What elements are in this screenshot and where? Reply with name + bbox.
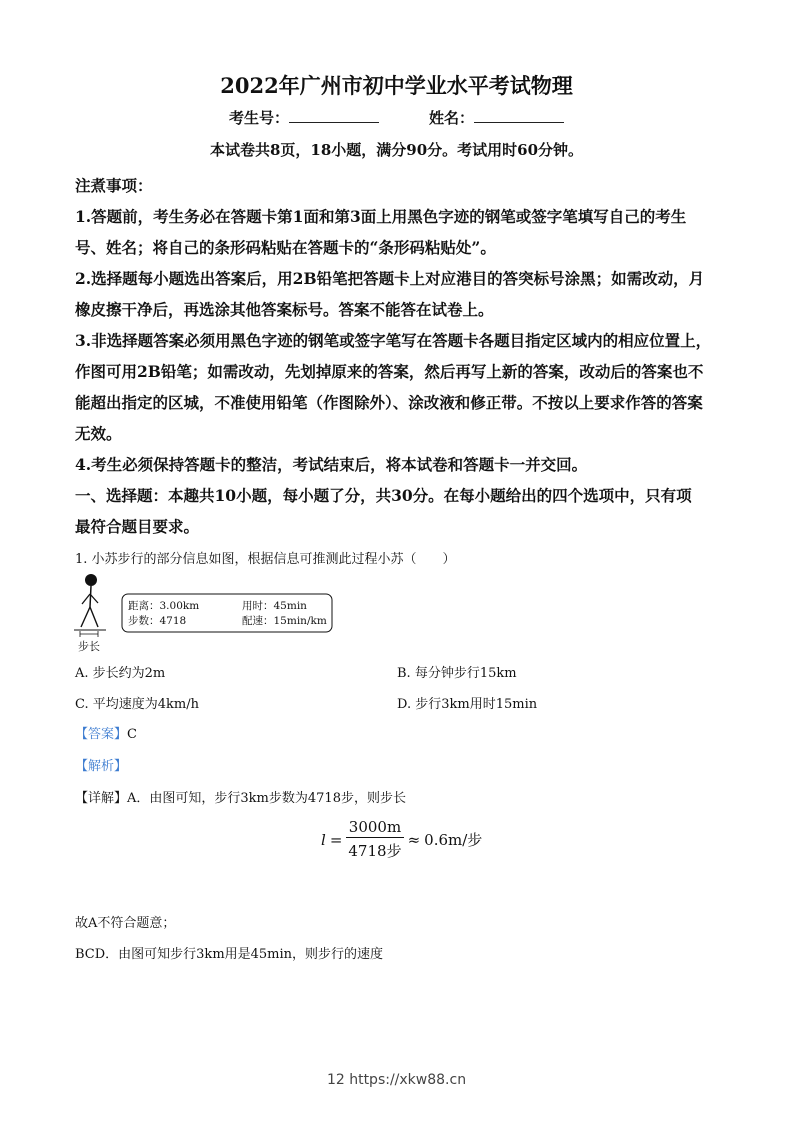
walker-figure bbox=[70, 572, 350, 654]
page-title: 2022年广州市初中学业水平考试物理 bbox=[220, 73, 573, 98]
notes-heading: 注煮事项： bbox=[75, 176, 153, 195]
answer-value: C bbox=[127, 727, 137, 742]
analysis-tag: 【解析】 bbox=[75, 759, 128, 774]
option-b: B. 每分钟步行15km bbox=[397, 666, 517, 681]
detail-text: A．由图可知，步行3km步数为4718步，则步长 bbox=[127, 791, 406, 806]
notes-line-1: 1.答题前，考生务必在答题卡第1面和第3面上用黑色字迹的钢笔或签字笔填写自己的考生 bbox=[75, 207, 687, 226]
distance-text: 距离：3.00km bbox=[128, 600, 200, 612]
formula-numerator: 3000m bbox=[346, 818, 403, 838]
name-blank bbox=[474, 108, 564, 123]
option-c: C. 平均速度为4km/h bbox=[75, 697, 199, 712]
answer-tag: 【答案】 bbox=[75, 727, 128, 742]
answer-line bbox=[75, 723, 137, 742]
time-text: 用时：45min bbox=[242, 600, 307, 612]
option-a: A. 步长约为2m bbox=[75, 666, 166, 681]
notes-line-7: 能超出指定的区城，不准使用铅笔（作图除外）、涂改液和修正带。不按以上要求作答的答案 bbox=[75, 393, 703, 412]
conclusion-line: 故A不符合题意； bbox=[75, 916, 176, 931]
option-d: D. 步行3km用时15min bbox=[397, 697, 538, 712]
step-length-label: 步长 bbox=[78, 640, 100, 653]
question-1-figure bbox=[70, 572, 350, 658]
name-label: 姓名： bbox=[429, 109, 475, 127]
pace-text: 配速：15min/km bbox=[242, 615, 327, 627]
notes-line-2: 号、姓名；将自己的条形码粘贴在答题卡的“条形码粘贴处”。 bbox=[75, 238, 496, 257]
formula-equals: = bbox=[329, 830, 343, 849]
notes-line-5: 3.非选择题答案必须用黑色字迹的钢笔或签字笔写在答题卡各题目指定区域内的相应位置上， bbox=[75, 331, 712, 350]
notes-line-4: 橡皮擦干净后，再选涂其他答案标号。答案不能答在试卷上。 bbox=[75, 300, 494, 319]
formula-result: 0.6m/步 bbox=[424, 831, 483, 849]
walker-arm-left bbox=[82, 594, 90, 604]
detail-line bbox=[75, 787, 406, 806]
steps-text: 步数：4718 bbox=[128, 615, 187, 627]
page-footer: 12 https://xkw88.cn bbox=[326, 1072, 467, 1088]
candidate-no-label: 考生号： bbox=[228, 109, 289, 127]
candidate-info bbox=[0, 107, 793, 128]
formula-denominator: 4718步 bbox=[348, 842, 402, 860]
section-heading-line-2: 最符合题目要求。 bbox=[75, 517, 200, 536]
bcd-line: BCD．由图可知步行3km用是45min，则步行的速度 bbox=[75, 947, 384, 962]
walker-body bbox=[90, 586, 91, 607]
section-heading-line-1: 一、选择题：本趣共10小题，每小题了分，共30分。在每小题给出的四个选项中，只有项 bbox=[75, 486, 692, 505]
walker-head bbox=[85, 574, 97, 586]
walker-leg-right bbox=[90, 607, 98, 627]
formula-approx: ≈ bbox=[407, 830, 421, 849]
detail-tag: 【详解】 bbox=[75, 791, 128, 806]
formula-lhs: l bbox=[321, 830, 326, 849]
candidate-no-blank bbox=[289, 108, 379, 123]
question-1-stem: 1. 小苏步行的部分信息如图，根据信息可推测此过程小苏（ ） bbox=[75, 552, 456, 567]
notes-line-8: 无效。 bbox=[75, 424, 122, 443]
notes-line-9: 4.考生必须保持答题卡的整洁，考试结束后，将本试卷和答题卡一并交回。 bbox=[75, 455, 588, 474]
notes-line-3: 2.选择题每小题选出答案后，用2B铅笔把答题卡上对应港目的答突标号涂黑；如需改动，月 bbox=[75, 269, 705, 288]
notes-line-6: 作图可用2B铅笔；如需改动，先划掉原来的答案，然后再写上新的答案，改动后的答案也不 bbox=[75, 362, 704, 381]
step-length-formula bbox=[320, 818, 483, 861]
walker-leg-left bbox=[81, 607, 90, 627]
exam-summary: 本试卷共8页，18小题，满分90分。考试用时60分钟。 bbox=[209, 141, 584, 159]
walker-arm-right bbox=[90, 594, 98, 603]
